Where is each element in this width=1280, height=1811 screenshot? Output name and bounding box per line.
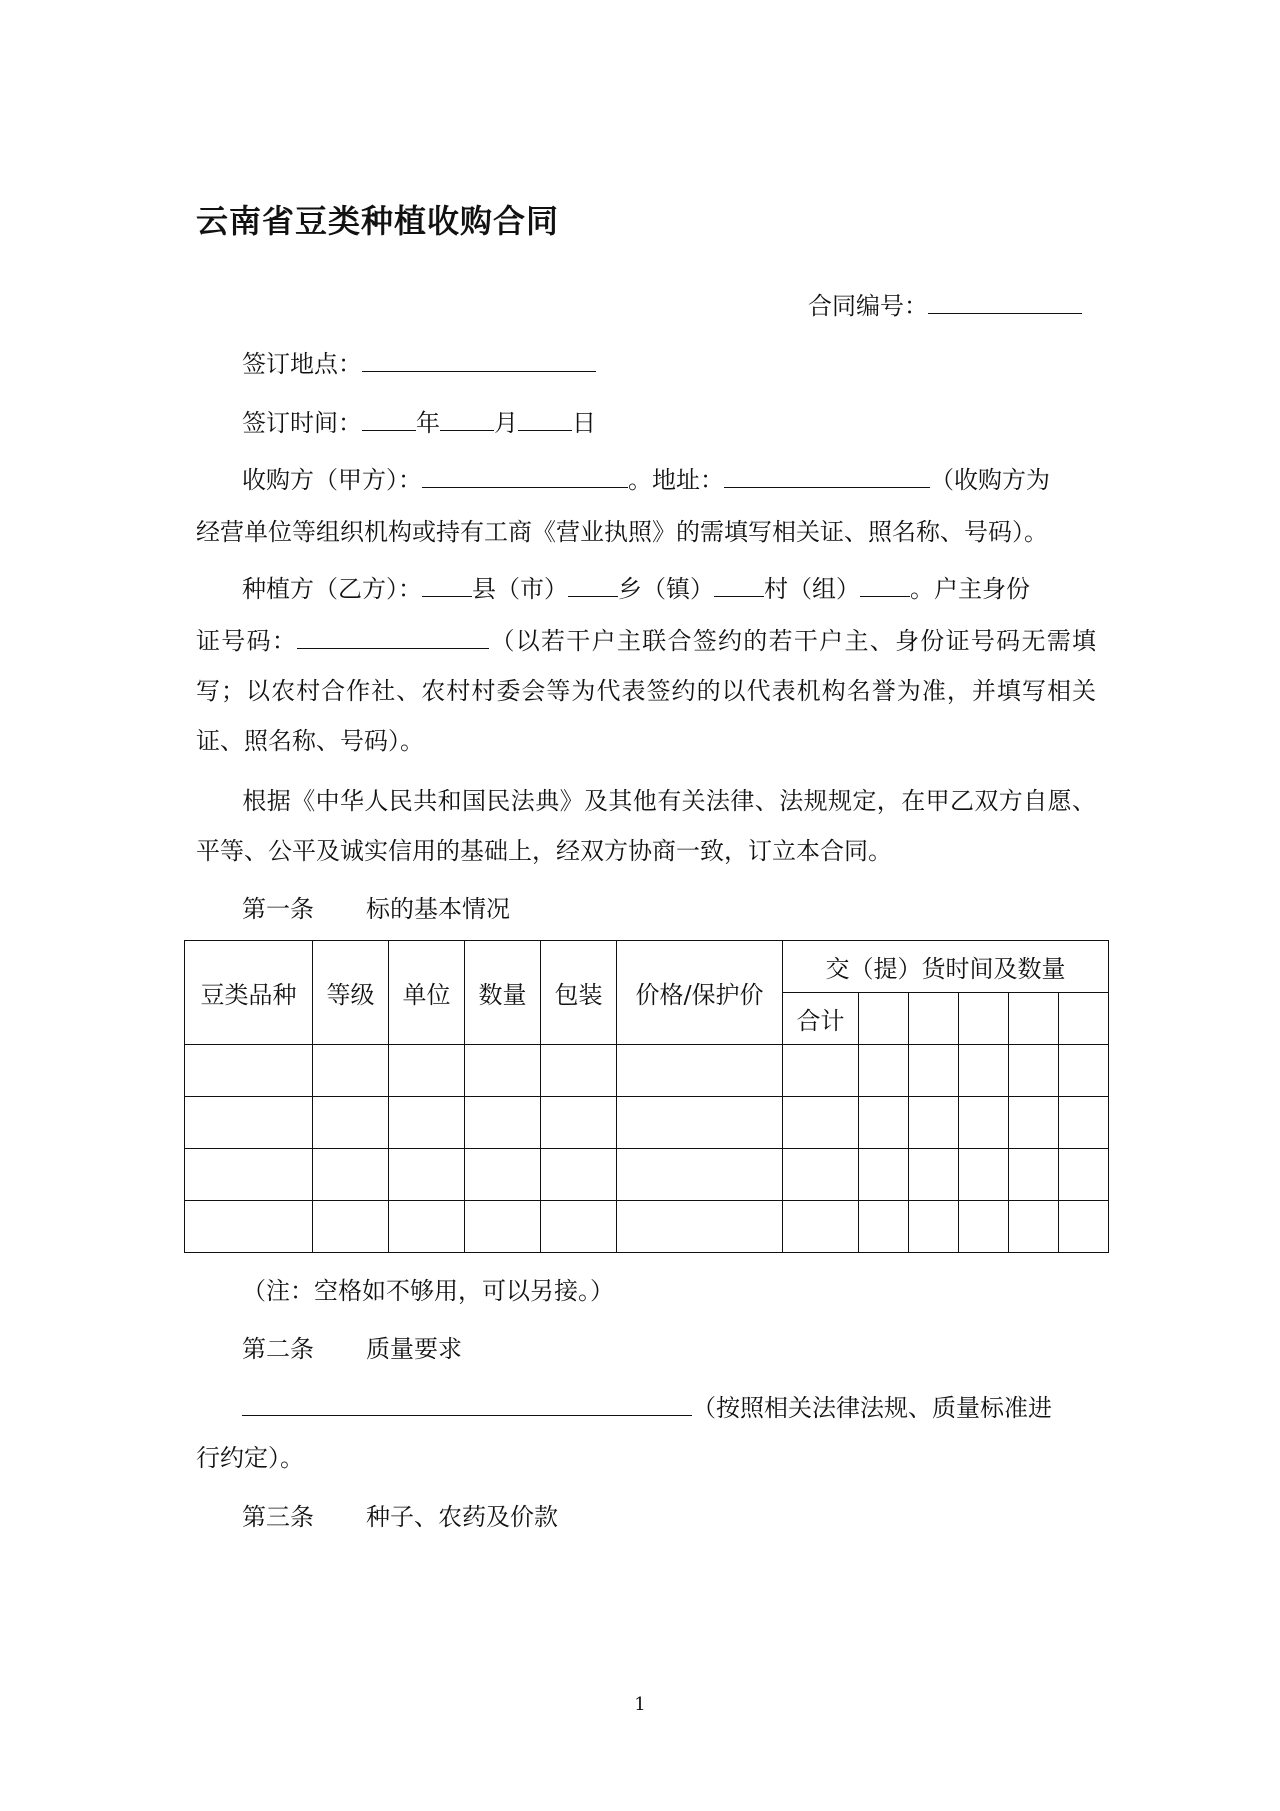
article-3-title: 种子、农药及价款 [366, 1503, 558, 1531]
article-3-heading [242, 1500, 558, 1534]
year-label: 年 [416, 409, 440, 437]
table-row [185, 1149, 1109, 1201]
party-b-note: （以若干户主联合签约的若干户主、身份证号码无需填写；以农村合作社、农村村委会等为代表签约的以代表机构名誉为准，并填写相关证、照名称、号码）。 [196, 627, 1097, 755]
sign-place-blank[interactable] [362, 349, 596, 372]
table-row [185, 1201, 1109, 1253]
party-a-name-blank[interactable] [422, 465, 628, 488]
article-2-heading [242, 1332, 462, 1366]
document-title: 云南省豆类种植收购合同 [196, 202, 560, 240]
table-cell[interactable] [859, 993, 909, 1045]
article-3-number: 第三条 [242, 1503, 314, 1531]
village-label: 村（组） [764, 575, 860, 603]
table-row [185, 1045, 1109, 1097]
basis-text: 根据《中华人民共和国民法典》及其他有关法律、法规规定，在甲乙双方自愿、平等、公平及诚实信用的基础上，经双方协商一致，订立本合同。 [196, 787, 1096, 865]
year-blank[interactable] [362, 408, 416, 431]
party-b-tail: 。户主身份 [910, 575, 1030, 603]
page-number: 1 [634, 1694, 646, 1715]
sign-place-label: 签订地点： [242, 350, 362, 378]
header-unit: 单位 [389, 941, 465, 1045]
id-number-blank[interactable] [297, 626, 489, 649]
day-blank[interactable] [518, 408, 572, 431]
sign-time-label: 签订时间： [242, 409, 362, 437]
quality-line [242, 1391, 1052, 1425]
header-quantity: 数量 [465, 941, 541, 1045]
table-cell[interactable] [909, 993, 959, 1045]
table-cell[interactable] [1059, 993, 1109, 1045]
article-2-number: 第二条 [242, 1335, 314, 1363]
party-b-id-paragraph [196, 616, 1096, 766]
quality-blank[interactable] [242, 1393, 692, 1416]
table-cell[interactable] [1009, 993, 1059, 1045]
table-row [185, 1097, 1109, 1149]
party-a-note-line: 经营单位等组织机构或持有工商《营业执照》的需填写相关证、照名称、号码）。 [196, 518, 1048, 546]
party-a-address-blank[interactable] [724, 465, 930, 488]
header-price: 价格/保护价 [617, 941, 783, 1045]
contract-number-line [808, 289, 1082, 323]
party-a-note-start: （收购方为 [930, 466, 1050, 494]
town-blank[interactable] [568, 574, 618, 597]
party-b-label: 种植方（乙方）： [242, 575, 422, 603]
month-blank[interactable] [440, 408, 494, 431]
subject-table [184, 940, 1109, 1253]
article-1-heading [242, 892, 510, 926]
sign-place-line [242, 347, 596, 381]
id-label: 证号码： [196, 627, 298, 655]
article-1-title: 标的基本情况 [366, 895, 510, 923]
party-a-address-label: 。地址： [628, 466, 724, 494]
header-total: 合计 [783, 993, 859, 1045]
header-variety: 豆类品种 [185, 941, 313, 1045]
town-label: 乡（镇） [618, 575, 714, 603]
party-a-line [242, 463, 1050, 497]
sign-time-line [242, 406, 596, 440]
header-packaging: 包装 [541, 941, 617, 1045]
group-blank[interactable] [860, 574, 910, 597]
article-1-number: 第一条 [242, 895, 314, 923]
village-blank[interactable] [714, 574, 764, 597]
basis-paragraph [196, 776, 1096, 876]
quality-note-start: （按照相关法律法规、质量标准进 [692, 1394, 1052, 1422]
party-b-line [242, 572, 1030, 606]
contract-number-blank[interactable] [928, 291, 1082, 314]
party-a-label: 收购方（甲方）： [242, 466, 422, 494]
quality-note-end: 行约定）。 [196, 1444, 304, 1472]
contract-number-label: 合同编号： [808, 292, 928, 320]
county-label: 县（市） [472, 575, 568, 603]
table-note: （注：空格如不够用，可以另接。） [242, 1277, 614, 1305]
header-grade: 等级 [313, 941, 389, 1045]
table-cell[interactable] [959, 993, 1009, 1045]
header-delivery: 交（提）货时间及数量 [783, 941, 1109, 993]
county-blank[interactable] [422, 574, 472, 597]
article-2-title: 质量要求 [366, 1335, 462, 1363]
day-label: 日 [572, 409, 596, 437]
month-label: 月 [494, 409, 518, 437]
